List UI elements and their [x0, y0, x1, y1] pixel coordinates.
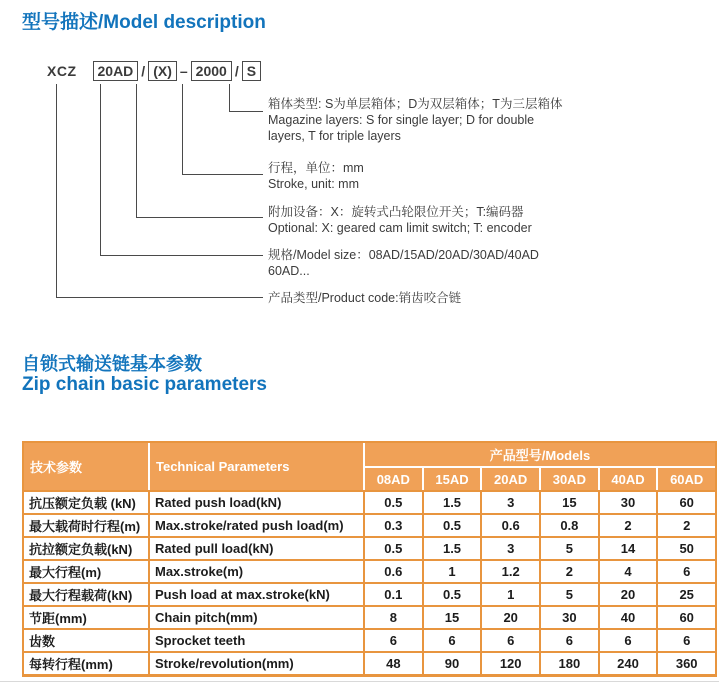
value-cell: 3 — [482, 492, 541, 513]
value-cell: 90 — [424, 653, 483, 674]
model-code-prefix: XCZ — [47, 62, 77, 79]
model-code-layer-box: S — [242, 61, 261, 81]
header-cell-cn: 技术参数 — [24, 443, 150, 490]
param-name-cn: 每转行程(mm) — [24, 653, 150, 674]
param-name-cn: 最大行程(m) — [24, 561, 150, 582]
param-name-cn: 抗压额定负载 (kN) — [24, 492, 150, 513]
header-model-cell: 15AD — [424, 468, 483, 490]
model-code-optional-box: (X) — [148, 61, 177, 81]
value-cell: 1.5 — [424, 492, 483, 513]
value-cell: 2 — [541, 561, 600, 582]
table-row — [24, 605, 715, 628]
value-cell: 8 — [365, 607, 424, 628]
callout-text-cn: 箱体类型: S为单层箱体；D为双层箱体；T为三层箱体 — [268, 97, 563, 111]
param-name-en: Rated pull load(kN) — [150, 538, 365, 559]
table-header — [24, 443, 715, 490]
model-code-stroke-box: 2000 — [191, 61, 232, 81]
model-code-size-box: 20AD — [93, 61, 139, 81]
value-cell: 6 — [541, 630, 600, 651]
value-cell: 50 — [679, 541, 694, 556]
value-cell: 0.6 — [482, 515, 541, 536]
callout-stroke — [268, 160, 713, 192]
header-models-label: 产品型号/Models — [365, 443, 715, 468]
model-code-dash: – — [179, 62, 188, 79]
value-cell: 48 — [365, 653, 424, 674]
model-code — [47, 59, 261, 82]
zip-parameters-title-cn: 自锁式输送链基本参数 — [22, 354, 202, 374]
zip-parameters-title-en: Zip chain basic parameters — [22, 374, 267, 395]
header-model-cell: 08AD — [365, 468, 424, 490]
value-cell: 1 — [424, 561, 483, 582]
table-row — [24, 628, 715, 651]
value-cell: 2 — [683, 518, 691, 533]
callout-optional — [268, 204, 713, 236]
value-cell: 40 — [600, 607, 659, 628]
value-cell: 240 — [600, 653, 659, 674]
callout-text-cn: 行程，单位：mm — [268, 161, 364, 175]
table-row — [24, 490, 715, 513]
callout-text-en: Stroke, unit: mm — [268, 177, 359, 191]
value-cell: 0.1 — [365, 584, 424, 605]
value-cell: 30 — [541, 607, 600, 628]
value-cell: 180 — [541, 653, 600, 674]
value-cell: 5 — [541, 584, 600, 605]
model-code-separator: / — [234, 62, 239, 79]
table-row — [24, 582, 715, 605]
callout-text-en: Optional: X: geared cam limit switch; T: encoder — [268, 221, 532, 235]
page-bottom-divider — [0, 681, 719, 682]
header-models-row — [365, 468, 715, 490]
callout-text-cn: 产品类型/Product code:销齿咬合链 — [268, 291, 462, 305]
value-cell: 6 — [683, 633, 691, 648]
value-cell: 15 — [541, 492, 600, 513]
value-cell: 2 — [600, 515, 659, 536]
value-cell: 20 — [482, 607, 541, 628]
table-row — [24, 513, 715, 536]
callout-text-en: layers, T for triple layers — [268, 129, 401, 143]
param-name-cn: 最大载荷时行程(m) — [24, 515, 150, 536]
value-cell: 60 — [679, 610, 694, 625]
model-code-separator: / — [141, 62, 146, 79]
value-cell: 60 — [679, 495, 694, 510]
param-name-en: Sprocket teeth — [150, 630, 365, 651]
value-cell: 30 — [600, 492, 659, 513]
param-name-cn: 抗拉额定负载(kN) — [24, 538, 150, 559]
header-cell-en: Technical Parameters — [150, 443, 365, 490]
value-cell: 25 — [679, 587, 694, 602]
header-model-cell: 60AD — [670, 471, 704, 487]
callout-product-code — [268, 290, 713, 306]
header-model-cell: 20AD — [482, 468, 541, 490]
header-model-cell: 30AD — [541, 468, 600, 490]
value-cell: 360 — [675, 656, 698, 671]
value-cell: 6 — [424, 630, 483, 651]
callout-layer-type — [268, 96, 713, 144]
value-cell: 0.5 — [424, 515, 483, 536]
header-models-group — [365, 443, 715, 490]
table-row — [24, 559, 715, 582]
param-name-cn: 最大行程载荷(kN) — [24, 584, 150, 605]
callout-text-cn: 附加设备：X：旋转式凸轮限位开关；T:编码器 — [268, 205, 524, 219]
param-name-en: Max.stroke(m) — [150, 561, 365, 582]
value-cell: 6 — [365, 630, 424, 651]
value-cell: 5 — [541, 538, 600, 559]
value-cell: 20 — [600, 584, 659, 605]
value-cell: 3 — [482, 538, 541, 559]
value-cell: 1.2 — [482, 561, 541, 582]
param-name-en: Max.stroke/rated push load(m) — [150, 515, 365, 536]
value-cell: 0.5 — [365, 538, 424, 559]
value-cell: 1.5 — [424, 538, 483, 559]
value-cell: 0.3 — [365, 515, 424, 536]
parameters-table — [22, 441, 717, 677]
value-cell: 0.5 — [365, 492, 424, 513]
table-row — [24, 536, 715, 559]
value-cell: 15 — [424, 607, 483, 628]
callout-line-product — [56, 84, 263, 298]
table-row — [24, 651, 715, 674]
value-cell: 6 — [683, 564, 691, 579]
header-model-cell: 40AD — [600, 468, 659, 490]
model-description-title: 型号描述/Model description — [22, 12, 266, 33]
param-name-en: Rated push load(kN) — [150, 492, 365, 513]
callout-text-en: Magazine layers: S for single layer; D for double — [268, 113, 535, 127]
callout-text-cn: 规格/Model size：08AD/15AD/20AD/30AD/40AD — [268, 248, 539, 262]
param-name-cn: 节距(mm) — [24, 607, 150, 628]
value-cell: 120 — [482, 653, 541, 674]
value-cell: 0.6 — [365, 561, 424, 582]
callout-text-en: 60AD... — [268, 264, 310, 278]
value-cell: 0.5 — [424, 584, 483, 605]
param-name-en: Push load at max.stroke(kN) — [150, 584, 365, 605]
value-cell: 6 — [600, 630, 659, 651]
param-name-en: Chain pitch(mm) — [150, 607, 365, 628]
param-name-cn: 齿数 — [24, 630, 150, 651]
param-name-en: Stroke/revolution(mm) — [150, 653, 365, 674]
value-cell: 1 — [482, 584, 541, 605]
value-cell: 14 — [600, 538, 659, 559]
value-cell: 6 — [482, 630, 541, 651]
callout-model-size — [268, 247, 713, 279]
value-cell: 0.8 — [541, 515, 600, 536]
value-cell: 4 — [600, 561, 659, 582]
